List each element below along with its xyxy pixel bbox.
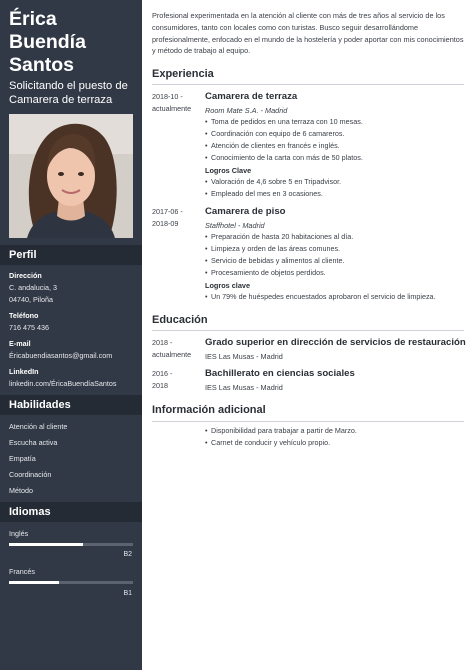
- experiencia-heading: Experiencia: [152, 68, 214, 80]
- section-divider: [152, 330, 464, 331]
- job-tasks: [205, 231, 467, 279]
- sidebar: [0, 0, 142, 670]
- profile-photo: [9, 114, 133, 238]
- education-title: Bachillerato en ciencias sociales: [205, 368, 355, 379]
- education-date: [152, 337, 204, 360]
- education-title: Grado superior en dirección de servicios de restauración: [205, 337, 466, 348]
- list-item: • Coordinación con equipo de 6 camareros.: [205, 128, 467, 140]
- list-item: • Empleado del mes en 3 ocasiones.: [205, 188, 467, 200]
- list-item: • Carnet de conducir y vehículo propio.: [205, 437, 467, 449]
- linkedin-link[interactable]: linkedin.com/ÉricaBuendíaSantos: [9, 379, 117, 388]
- list-item: • Preparación de hasta 20 habitaciones al día.: [205, 231, 467, 243]
- job-date-end: 2018-09: [152, 218, 179, 228]
- language-name: Francés: [9, 567, 35, 576]
- skill-item: Atención al cliente: [9, 422, 68, 431]
- job-title: Camarera de piso: [205, 206, 286, 217]
- telefono-label: Teléfono: [9, 311, 39, 320]
- name-line-3: Santos: [9, 54, 75, 76]
- profile-summary: Profesional experimentada en la atención al cliente con más de tres años al servicio de los consumidores, tanto con locales como con turistas. Busco seguir desarrollándome profesionalmente, enfocado en el mundo de la hostelería y poder aportar con mis conocimientos y método de trabajo al equipo.: [152, 11, 464, 56]
- education-school: IES Las Musas - Madrid: [205, 383, 283, 392]
- educacion-heading: Educación: [152, 314, 208, 326]
- name-line-2: Buendía: [9, 31, 86, 53]
- job-target: Solicitando el puesto de Camarera de terraza: [9, 80, 128, 106]
- direccion-label: Dirección: [9, 271, 42, 280]
- language-level: B1: [123, 590, 132, 597]
- language-level-fill: [9, 543, 83, 546]
- job-date-end: actualmente: [152, 103, 192, 113]
- skill-item: Coordinación: [9, 470, 52, 479]
- skill-item: Empatía: [9, 454, 36, 463]
- education-date: [152, 368, 204, 391]
- job-title: Camarera de terraza: [205, 91, 298, 102]
- main-content: [142, 0, 474, 670]
- job-achievements: [205, 291, 467, 303]
- list-item: • Toma de pedidos en una terraza con 10 mesas.: [205, 116, 467, 128]
- list-item: • Procesamiento de objetos perdidos.: [205, 267, 467, 279]
- list-item: • Conocimiento de la carta con más de 50 platos.: [205, 152, 467, 164]
- email-link[interactable]: Éricabuendiasantos@gmail.com: [9, 351, 113, 360]
- job-tasks: [205, 116, 467, 164]
- direccion-line-2: 04740, Piloña: [9, 295, 53, 304]
- list-item: • Limpieza y orden de las áreas comunes.: [205, 243, 467, 255]
- skill-item: Escucha activa: [9, 438, 58, 447]
- direccion-line-1: C. andalucia, 3: [9, 283, 57, 292]
- job-date: [152, 91, 204, 114]
- perfil-heading: Perfil: [0, 245, 142, 265]
- info-list: [205, 425, 467, 449]
- logros-label: Logros clave: [205, 281, 251, 290]
- education-date-start: 2016 -: [152, 369, 173, 378]
- logros-label: Logros Clave: [205, 166, 252, 175]
- language-name: Inglés: [9, 529, 29, 538]
- list-item: • Atención de clientes en francés e inglés.: [205, 140, 467, 152]
- section-divider: [152, 421, 464, 422]
- idiomas-heading: Idiomas: [0, 502, 142, 522]
- job-achievements: [205, 176, 467, 200]
- linkedin-label: LinkedIn: [9, 367, 39, 376]
- candidate-name: [9, 8, 137, 77]
- language-level-bar: [9, 543, 133, 546]
- job-company: Staffhotel - Madrid: [205, 221, 265, 230]
- list-item: • Disponibilidad para trabajar a partir de Marzo.: [205, 425, 467, 437]
- job-date: [152, 206, 204, 229]
- email-label: E-mail: [9, 339, 31, 348]
- language-level: B2: [123, 551, 132, 558]
- list-item: • Servicio de bebidas y alimentos al cliente.: [205, 255, 467, 267]
- education-date-end: 2018: [152, 380, 168, 390]
- job-company: Room Mate S.A. - Madrid: [205, 106, 288, 115]
- language-level-fill: [9, 581, 59, 584]
- education-date-end: actualmente: [152, 349, 192, 359]
- telefono-value[interactable]: 716 475 436: [9, 323, 49, 332]
- habilidades-heading: Habilidades: [0, 395, 142, 415]
- language-level-bar: [9, 581, 133, 584]
- section-divider: [152, 84, 464, 85]
- education-school: IES Las Musas - Madrid: [205, 352, 283, 361]
- job-date-start: 2017-06 -: [152, 207, 183, 216]
- skill-item: Método: [9, 486, 33, 495]
- info-heading: Información adicional: [152, 404, 266, 416]
- name-line-1: Érica: [9, 8, 57, 30]
- list-item: • Un 79% de huéspedes encuestados aprobaron el servicio de limpieza.: [205, 291, 467, 303]
- education-date-start: 2018 -: [152, 338, 173, 347]
- job-date-start: 2018-10 -: [152, 92, 183, 101]
- list-item: • Valoración de 4,6 sobre 5 en Tripadvisor.: [205, 176, 467, 188]
